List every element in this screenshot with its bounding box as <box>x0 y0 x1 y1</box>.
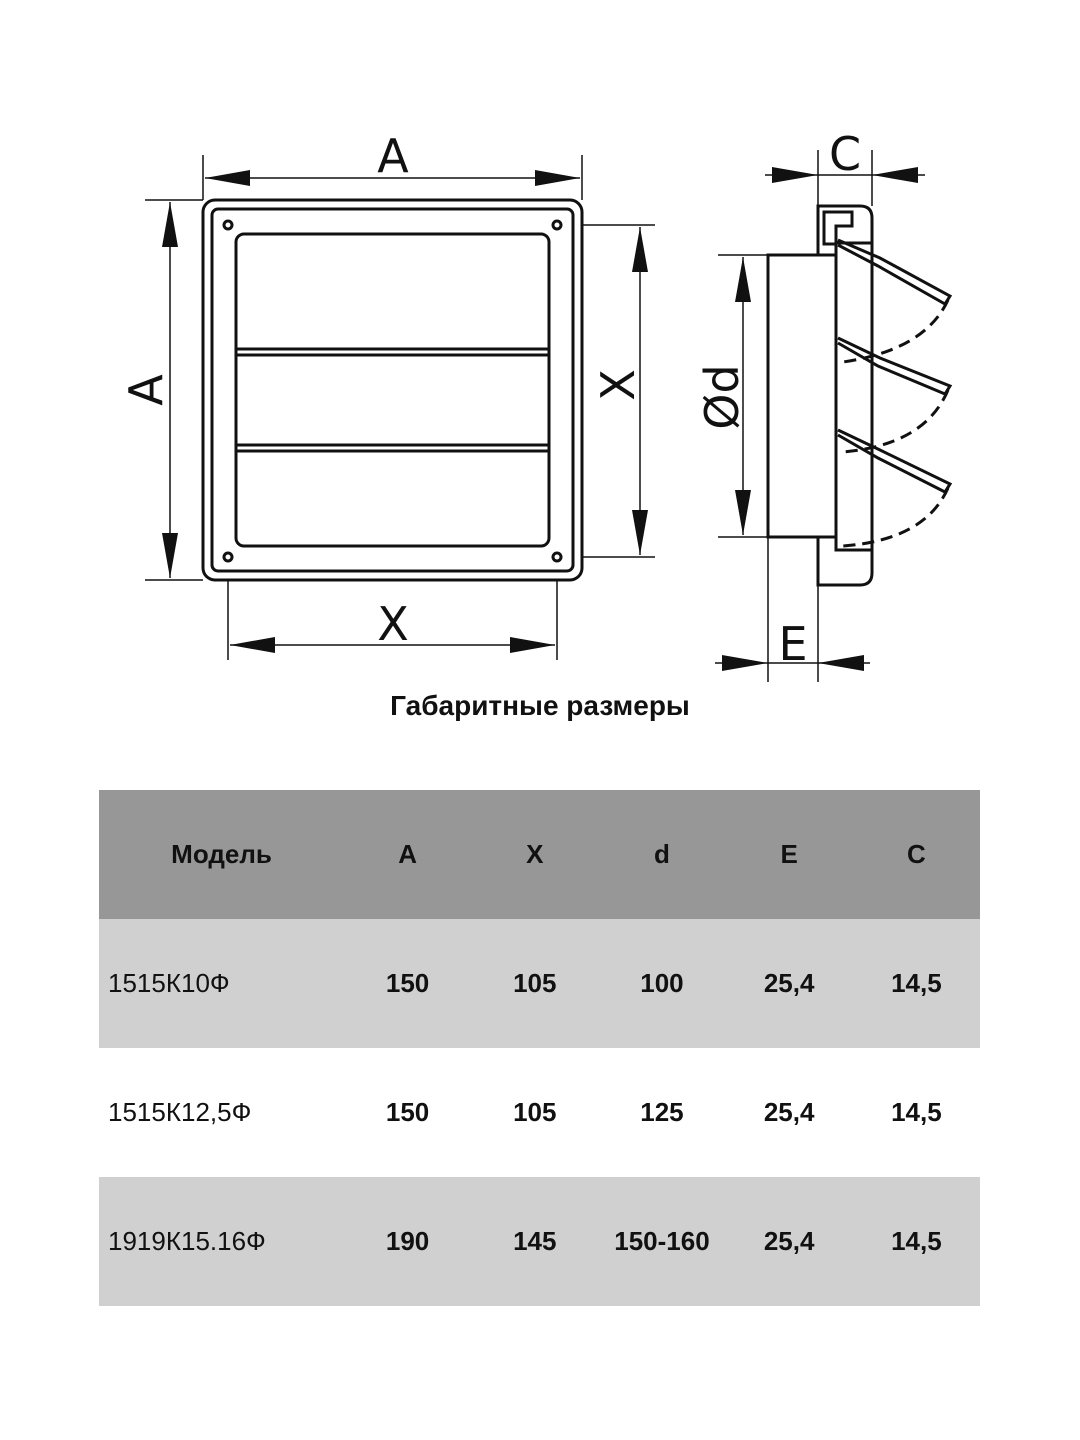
screw-hole-icon <box>224 553 232 561</box>
table-row <box>99 919 980 1048</box>
screw-hole-icon <box>553 221 561 229</box>
cell-c: 14,5 <box>853 1048 980 1177</box>
column-header-e: E <box>726 790 853 919</box>
cell-a: 190 <box>344 1177 471 1306</box>
cell-c: 14,5 <box>853 1177 980 1306</box>
cell-c: 14,5 <box>853 919 980 1048</box>
cell-x: 105 <box>471 1048 598 1177</box>
column-header-a: A <box>344 790 471 919</box>
cell-x: 105 <box>471 919 598 1048</box>
cell-model: 1515К10Ф <box>99 919 344 1048</box>
cell-e: 25,4 <box>726 919 853 1048</box>
cell-a: 150 <box>344 919 471 1048</box>
dim-label-e: E <box>778 617 808 671</box>
screw-hole-icon <box>553 553 561 561</box>
column-header-d: d <box>598 790 725 919</box>
dim-label-a-top: A <box>377 129 409 183</box>
dim-label-x-right: X <box>591 369 645 401</box>
cell-x: 145 <box>471 1177 598 1306</box>
front-view <box>119 129 655 660</box>
table-row <box>99 1048 980 1177</box>
dim-label-a-left: A <box>119 374 173 406</box>
drawing-caption: Габаритные размеры <box>390 690 690 721</box>
column-header-x: X <box>471 790 598 919</box>
table-row <box>99 1177 980 1306</box>
dimension-drawing <box>0 0 1080 690</box>
screw-hole-icon <box>224 221 232 229</box>
dim-label-x-bottom: X <box>377 597 409 651</box>
cell-d: 150-160 <box>598 1177 725 1306</box>
cell-a: 150 <box>344 1048 471 1177</box>
column-header-c: C <box>853 790 980 919</box>
dim-label-c: C <box>828 127 862 181</box>
dimensions-table <box>99 790 980 1306</box>
table-header-row <box>99 790 980 919</box>
cell-e: 25,4 <box>726 1048 853 1177</box>
cell-d: 100 <box>598 919 725 1048</box>
cell-d: 125 <box>598 1048 725 1177</box>
column-header-model: Модель <box>99 790 344 919</box>
side-view <box>695 127 950 682</box>
dim-label-d: Ød <box>695 364 749 430</box>
cell-e: 25,4 <box>726 1177 853 1306</box>
cell-model: 1515К12,5Ф <box>99 1048 344 1177</box>
cell-model: 1919К15.16Ф <box>99 1177 344 1306</box>
